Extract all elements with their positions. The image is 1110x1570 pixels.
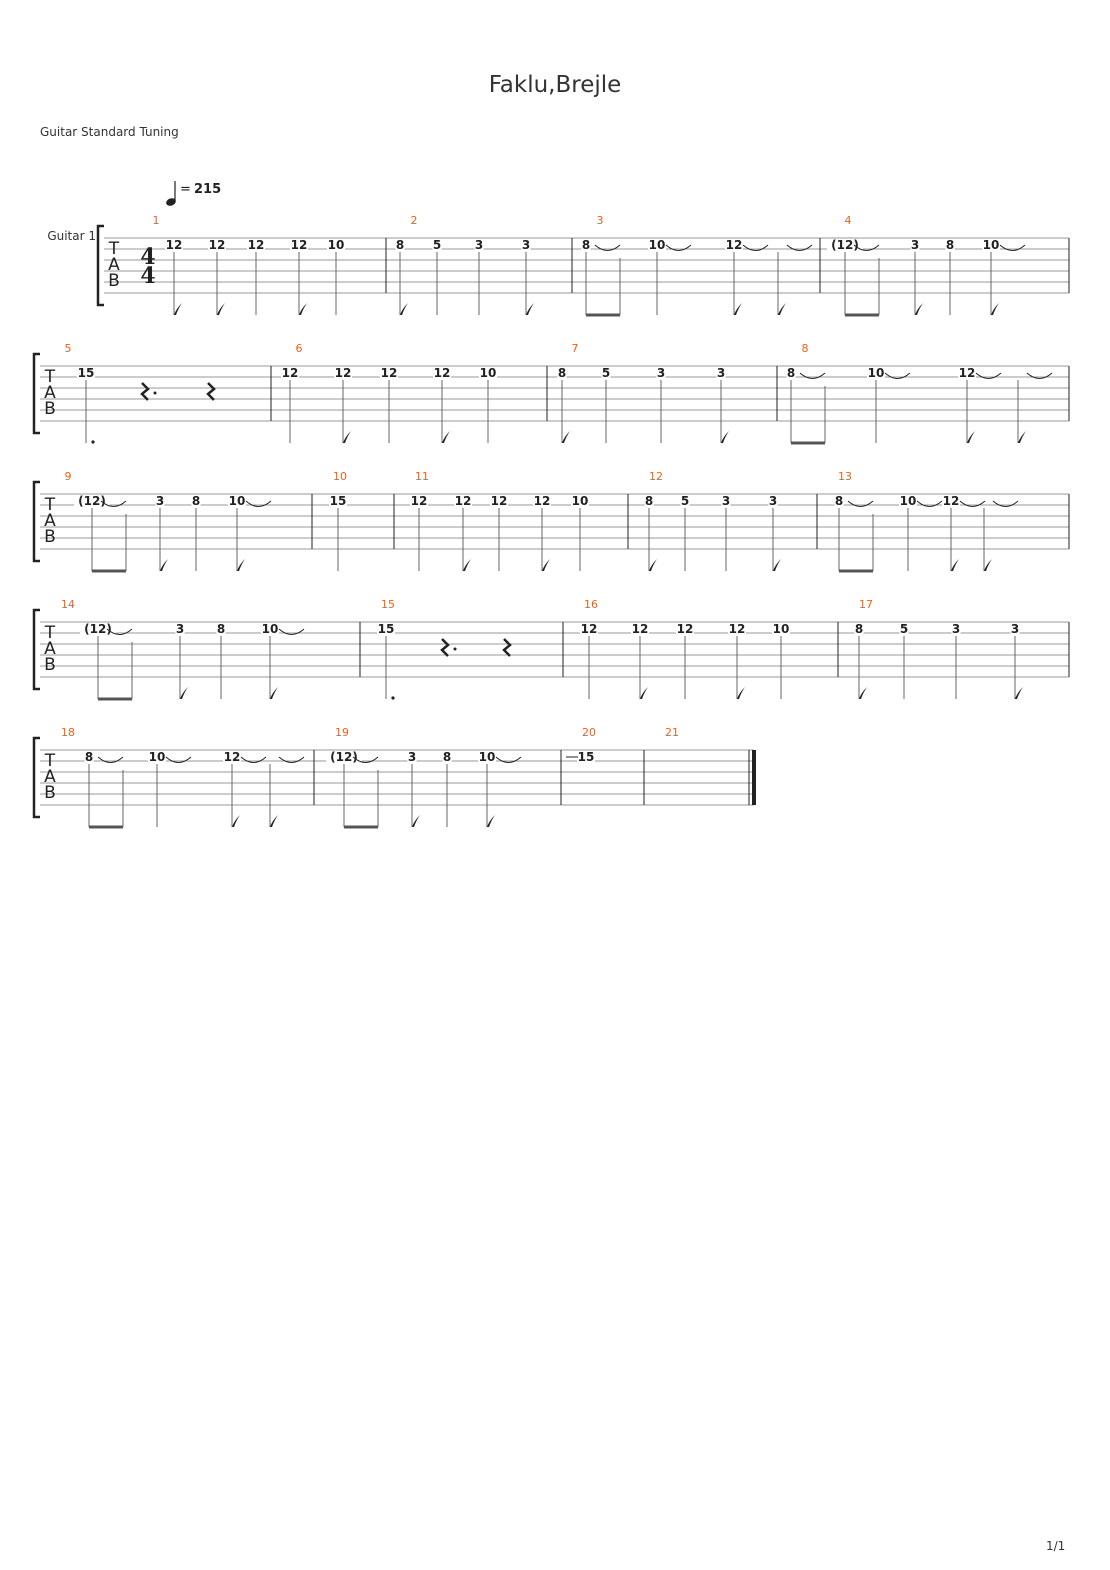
fret-number: 12: [380, 366, 398, 380]
tuning-label: Guitar Standard Tuning: [40, 125, 179, 139]
tab-clef-letter: A: [44, 767, 56, 787]
eighth-flag: [967, 431, 975, 443]
measure-number: 2: [410, 214, 418, 227]
tie-arc: [800, 373, 825, 379]
fret-number: 5: [899, 622, 909, 636]
eighth-flag: [542, 559, 550, 571]
tie-arc: [960, 501, 985, 507]
fret-number: 3: [175, 622, 185, 636]
measure-number: 6: [295, 342, 303, 355]
fret-number: 3: [716, 366, 726, 380]
fret-number: 5: [680, 494, 690, 508]
fret-number: 3: [951, 622, 961, 636]
rest-symbol: [442, 639, 448, 656]
measure-number: 15: [381, 598, 395, 611]
tie-arc: [885, 373, 910, 379]
fret-number: 3: [656, 366, 666, 380]
eighth-flag: [442, 431, 450, 443]
fret-number: 8: [834, 494, 844, 508]
fret-number: 8: [84, 750, 94, 764]
system-bracket: [34, 610, 40, 689]
eighth-flag: [270, 815, 278, 827]
measure-number: 3: [596, 214, 604, 227]
measure-number: 5: [64, 342, 72, 355]
eighth-flag: [1018, 431, 1026, 443]
fret-number: 12: [725, 238, 743, 252]
fret-number: 8: [191, 494, 201, 508]
fret-number: 10: [867, 366, 885, 380]
tie-arc: [241, 757, 266, 763]
measure-number: 10: [333, 470, 347, 483]
fret-number: 8: [945, 238, 955, 252]
eighth-flag: [859, 687, 867, 699]
fret-number: 3: [407, 750, 417, 764]
fret-number: 15: [77, 366, 95, 380]
fret-number: 5: [601, 366, 611, 380]
eighth-flag: [299, 303, 307, 315]
fret-number: 10: [899, 494, 917, 508]
measure-number: 14: [61, 598, 75, 611]
system-bracket: [34, 482, 40, 561]
eighth-flag: [649, 559, 657, 571]
tab-clef-letter: T: [108, 239, 120, 259]
tie-arc: [743, 245, 768, 251]
eighth-flag: [778, 303, 786, 315]
fret-number: 12: [247, 238, 265, 252]
fret-number: 10: [261, 622, 279, 636]
fret-number: 12: [208, 238, 226, 252]
measure-number: 20: [582, 726, 596, 739]
time-signature-top: 4: [140, 244, 156, 270]
tab-clef-letter: T: [44, 367, 56, 387]
measure-number: 19: [335, 726, 349, 739]
rest-symbol: [504, 639, 510, 656]
rest-dot: [154, 392, 157, 395]
dotted-note-dot: [391, 696, 394, 699]
measure-number: 9: [64, 470, 72, 483]
tie-arc: [666, 245, 691, 251]
eighth-flag: [562, 431, 570, 443]
tab-clef-letter: B: [44, 399, 56, 419]
fret-number: 8: [854, 622, 864, 636]
tab-clef-letter: B: [44, 655, 56, 675]
fret-number: 3: [721, 494, 731, 508]
tie-arc: [848, 501, 873, 507]
tie-arc: [1027, 373, 1052, 379]
eighth-flag: [487, 815, 495, 827]
measure-number: 16: [584, 598, 598, 611]
final-barline-thick: [752, 750, 756, 805]
fret-number: 8: [395, 238, 405, 252]
fret-number: 3: [155, 494, 165, 508]
eighth-flag: [217, 303, 225, 315]
eighth-flag: [1015, 687, 1023, 699]
tie-arc: [917, 501, 942, 507]
fret-number: 10: [772, 622, 790, 636]
tab-clef-letter: B: [44, 527, 56, 547]
tie-arc: [787, 245, 812, 251]
fret-number: 3: [474, 238, 484, 252]
eighth-flag: [270, 687, 278, 699]
fret-number: 8: [216, 622, 226, 636]
tab-clef-letter: A: [44, 383, 56, 403]
measure-number: 1: [152, 214, 160, 227]
fret-number: 10: [228, 494, 246, 508]
fret-number: (12): [831, 238, 859, 252]
tie-arc: [993, 501, 1018, 507]
fret-number: 12: [580, 622, 598, 636]
measure-number: 12: [649, 470, 663, 483]
dotted-note-dot: [91, 440, 94, 443]
measure-number: 11: [415, 470, 429, 483]
fret-number: 8: [786, 366, 796, 380]
fret-number: 10: [148, 750, 166, 764]
tab-clef-letter: B: [108, 271, 120, 291]
fret-number: (12): [78, 494, 106, 508]
tab-clef-letter: B: [44, 783, 56, 803]
fret-number: 12: [165, 238, 183, 252]
tab-clef-letter: T: [44, 751, 56, 771]
page-number: 1/1: [1046, 1539, 1066, 1553]
tie-arc: [496, 757, 521, 763]
eighth-flag: [343, 431, 351, 443]
tab-clef-letter: T: [44, 495, 56, 515]
fret-number: 8: [557, 366, 567, 380]
measure-number: 13: [838, 470, 852, 483]
eighth-flag: [991, 303, 999, 315]
eighth-flag: [232, 815, 240, 827]
fret-number: 8: [442, 750, 452, 764]
measure-number: 18: [61, 726, 75, 739]
tab-clef-letter: A: [108, 255, 120, 275]
measure-number: 8: [801, 342, 809, 355]
measure-number: 21: [665, 726, 679, 739]
system-bracket: [34, 354, 40, 433]
fret-number: 10: [478, 750, 496, 764]
fret-number: 12: [281, 366, 299, 380]
fret-number: 10: [571, 494, 589, 508]
measure-number: 4: [844, 214, 852, 227]
fret-number: (12): [84, 622, 112, 636]
eighth-flag: [174, 303, 182, 315]
fret-number: 12: [958, 366, 976, 380]
tie-arc: [246, 501, 271, 507]
fret-number: 3: [1010, 622, 1020, 636]
rest-symbol: [208, 383, 214, 400]
fret-number: 12: [490, 494, 508, 508]
eighth-flag: [984, 559, 992, 571]
eighth-flag: [526, 303, 534, 315]
fret-number: 12: [223, 750, 241, 764]
rest-dot: [454, 648, 457, 651]
song-title: Faklu,Brejle: [488, 72, 622, 98]
system-bracket: [34, 738, 40, 817]
fret-number: 12: [454, 494, 472, 508]
system-bracket: [98, 226, 104, 305]
track-name: Guitar 1: [47, 229, 96, 243]
fret-number: 12: [728, 622, 746, 636]
fret-number: 8: [644, 494, 654, 508]
fret-number: 12: [334, 366, 352, 380]
eighth-flag: [951, 559, 959, 571]
tempo-bpm: 215: [194, 182, 222, 197]
fret-number: 10: [982, 238, 1000, 252]
measure-number: 7: [571, 342, 579, 355]
tab-clef-letter: A: [44, 639, 56, 659]
tie-arc: [279, 757, 304, 763]
eighth-flag: [180, 687, 188, 699]
eighth-flag: [721, 431, 729, 443]
fret-number: 3: [521, 238, 531, 252]
fret-number: 15: [377, 622, 395, 636]
fret-number: 15: [329, 494, 347, 508]
eighth-flag: [237, 559, 245, 571]
time-signature-bottom: 4: [140, 263, 156, 289]
measure-number: 17: [859, 598, 873, 611]
fret-number: 12: [631, 622, 649, 636]
eighth-flag: [773, 559, 781, 571]
eighth-flag: [737, 687, 745, 699]
eighth-flag: [160, 559, 168, 571]
fret-number: 12: [942, 494, 960, 508]
eighth-flag: [640, 687, 648, 699]
tab-clef-letter: T: [44, 623, 56, 643]
fret-number: 3: [768, 494, 778, 508]
fret-number: 10: [648, 238, 666, 252]
fret-number: 3: [910, 238, 920, 252]
fret-number: 5: [432, 238, 442, 252]
fret-number: 12: [290, 238, 308, 252]
fret-number: 12: [533, 494, 551, 508]
fret-number: 10: [327, 238, 345, 252]
tie-arc: [1000, 245, 1025, 251]
fret-number: 12: [676, 622, 694, 636]
fret-number: (12): [330, 750, 358, 764]
tie-arc: [98, 757, 123, 763]
rest-symbol: [142, 383, 148, 400]
eighth-flag: [463, 559, 471, 571]
eighth-flag: [915, 303, 923, 315]
tab-clef-letter: A: [44, 511, 56, 531]
fret-number: 8: [581, 238, 591, 252]
eighth-flag: [412, 815, 420, 827]
eighth-flag: [734, 303, 742, 315]
eighth-flag: [400, 303, 408, 315]
tie-arc: [595, 245, 620, 251]
tie-arc: [976, 373, 1001, 379]
fret-number: 12: [433, 366, 451, 380]
fret-number: 15: [577, 750, 595, 764]
fret-number: 10: [479, 366, 497, 380]
tie-arc: [279, 629, 304, 635]
tie-arc: [166, 757, 191, 763]
fret-number: 12: [410, 494, 428, 508]
tempo-equals: =: [180, 182, 191, 197]
